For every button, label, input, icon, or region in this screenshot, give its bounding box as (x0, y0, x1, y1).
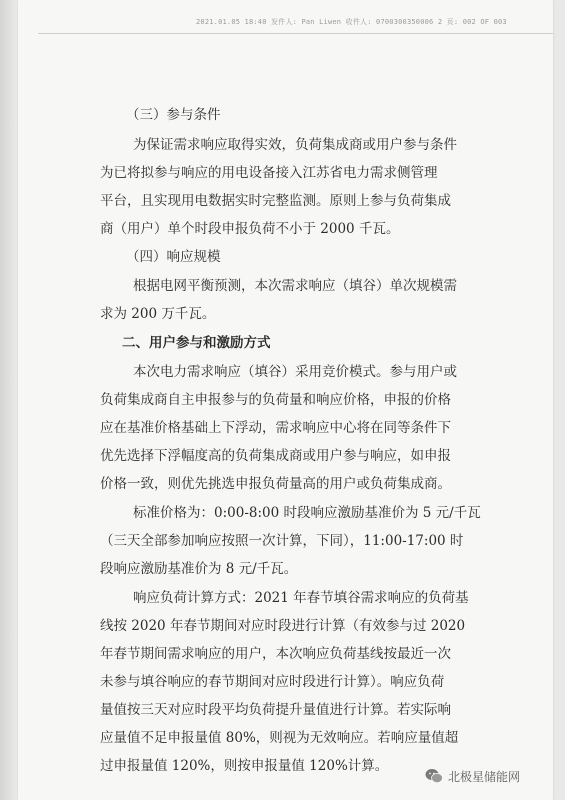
fax-header-stamp: 2021.01.05 18:40 发件人: Pan Liwen 收件人: 0700300350006 2 页: 002 OF 003 (196, 18, 507, 26)
paragraph-line: 平台，且实现用电数据实时完整监测。原则上参与负荷集成 (100, 193, 451, 209)
paragraph-line: 应在基准价格基础上下浮动，需求响应中心将在同等条件下 (100, 420, 451, 436)
wechat-icon (425, 768, 443, 784)
paragraph-line: 为已将拟参与响应的用电设备接入江苏省电力需求侧管理 (100, 165, 438, 181)
document-page (18, 0, 553, 800)
paragraph-line: 求为 200 万千瓦。 (100, 306, 216, 322)
paragraph-line: （三天全部参加响应按照一次计算，下同），11:00-17:00 时 (100, 533, 464, 549)
scan-gutter (0, 0, 18, 800)
paragraph-line: 响应负荷计算方式：2021 年春节填谷需求响应的负荷基 (133, 590, 469, 606)
paragraph-line: 本次电力需求响应（填谷）采用竞价模式。参与用户或 (133, 364, 457, 380)
section-title-conditions: （三）参与条件 (126, 107, 221, 123)
header-divider (38, 33, 553, 34)
paragraph-line: 商（用户）单个时段申报负荷不小于 2000 千瓦。 (100, 221, 400, 237)
paragraph-line: 标准价格为：0:00-8:00 时段响应激励基准价为 5 元/千瓦 (133, 505, 481, 521)
paragraph-line: 段响应激励基准价为 8 元/千瓦。 (100, 561, 298, 577)
paragraph-line: 年春节期间需求响应的用户，本次响应负荷基线按最近一次 (100, 646, 451, 662)
source-watermark (425, 767, 520, 785)
paragraph-line: 线按 2020 年春节期间对应时段进行计算（有效参与过 2020 (100, 618, 466, 634)
section-title-scale: （四）响应规模 (126, 249, 221, 265)
paragraph-line: 负荷集成商自主申报参与的负荷量和响应价格，申报的价格 (100, 392, 451, 408)
part-title-incentives: 二、用户参与和激励方式 (122, 335, 271, 351)
paragraph-line: 根据电网平衡预测，本次需求响应（填谷）单次规模需 (133, 278, 457, 294)
paragraph-line: 应量值不足申报量值 80%，则视为无效响应。若响应量值超 (100, 730, 459, 746)
paragraph-line: 过申报量值 120%，则按申报量值 120%计算。 (100, 758, 389, 774)
watermark-text: 北极星储能网 (448, 769, 521, 784)
paragraph-line: 为保证需求响应取得实效，负荷集成商或用户参与条件 (133, 137, 457, 153)
paragraph-line: 优先选择下浮幅度高的负荷集成商或用户参与响应，如申报 (100, 448, 451, 464)
paragraph-line: 量值按三天对应时段平均负荷提升量值进行计算。若实际响 (100, 702, 451, 718)
paragraph-line: 价格一致，则优先挑选申报负荷量高的用户或负荷集成商。 (100, 476, 451, 492)
paragraph-line: 未参与填谷响应的春节期间对应时段进行计算）。响应负荷 (100, 674, 445, 690)
